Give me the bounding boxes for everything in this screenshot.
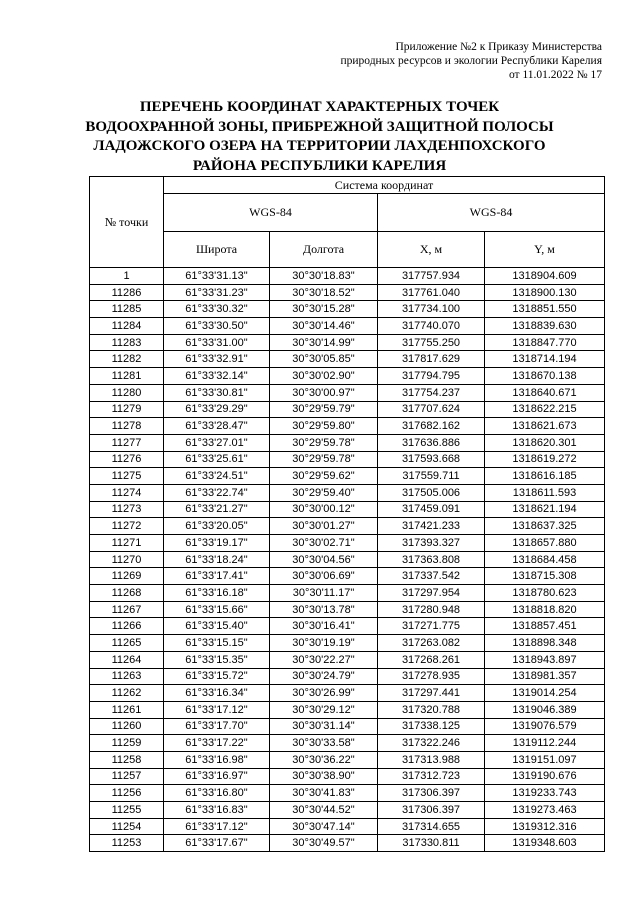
table-row xyxy=(90,818,605,835)
appendix-note-line-1: Приложение №2 к Приказу Министерства xyxy=(395,41,602,53)
title-line-3: ЛАДОЖСКОГО ОЗЕРА НА ТЕРРИТОРИИ ЛАХДЕНПОХСКОГО xyxy=(93,138,546,154)
table-row xyxy=(90,384,605,401)
x-header: X, м xyxy=(378,232,485,268)
longitude-cell: 30°30'41.83" xyxy=(270,785,378,802)
longitude-cell: 30°30'16.41" xyxy=(270,618,378,635)
table-row xyxy=(90,318,605,335)
latitude-cell: 61°33'30.50" xyxy=(164,318,270,335)
longitude-cell: 30°29'59.40" xyxy=(270,484,378,501)
longitude-cell: 30°30'29.12" xyxy=(270,701,378,718)
longitude-cell: 30°30'04.56" xyxy=(270,551,378,568)
longitude-cell: 30°30'44.52" xyxy=(270,802,378,819)
point-number-cell: 11276 xyxy=(90,451,164,468)
latitude-cell: 61°33'18.24" xyxy=(164,551,270,568)
longitude-cell: 30°30'31.14" xyxy=(270,718,378,735)
y-cell: 1318684.458 xyxy=(485,551,605,568)
table-row xyxy=(90,585,605,602)
point-number-cell: 11279 xyxy=(90,401,164,418)
longitude-cell: 30°30'18.52" xyxy=(270,284,378,301)
y-cell: 1318715.308 xyxy=(485,568,605,585)
x-cell: 317338.125 xyxy=(378,718,485,735)
latitude-cell: 61°33'17.41" xyxy=(164,568,270,585)
point-number-cell: 11260 xyxy=(90,718,164,735)
longitude-cell: 30°29'59.78" xyxy=(270,434,378,451)
longitude-cell: 30°30'00.12" xyxy=(270,501,378,518)
x-cell: 317268.261 xyxy=(378,651,485,668)
point-number-cell: 11261 xyxy=(90,701,164,718)
latitude-cell: 61°33'19.17" xyxy=(164,535,270,552)
y-cell: 1318780.623 xyxy=(485,585,605,602)
y-cell: 1319273.463 xyxy=(485,802,605,819)
point-number-cell: 11256 xyxy=(90,785,164,802)
y-cell: 1318857.451 xyxy=(485,618,605,635)
longitude-cell: 30°30'00.97" xyxy=(270,384,378,401)
latitude-header: Широта xyxy=(164,232,270,268)
point-number-cell: 11257 xyxy=(90,768,164,785)
x-cell: 317363.808 xyxy=(378,551,485,568)
latitude-cell: 61°33'32.14" xyxy=(164,368,270,385)
latitude-cell: 61°33'17.12" xyxy=(164,701,270,718)
table-row xyxy=(90,368,605,385)
x-cell: 317761.040 xyxy=(378,284,485,301)
latitude-cell: 61°33'15.35" xyxy=(164,651,270,668)
wgs84-geographic-header: WGS-84 xyxy=(164,194,378,232)
point-number-cell: 11267 xyxy=(90,601,164,618)
longitude-cell: 30°30'26.99" xyxy=(270,685,378,702)
title-line-4: РАЙОНА РЕСПУБЛИКИ КАРЕЛИЯ xyxy=(192,157,447,174)
point-number-cell: 11253 xyxy=(90,835,164,852)
y-cell: 1318847.770 xyxy=(485,334,605,351)
x-cell: 317421.233 xyxy=(378,518,485,535)
y-header: Y, м xyxy=(485,232,605,268)
title-line-1: ПЕРЕЧЕНЬ КООРДИНАТ ХАРАКТЕРНЫХ ТОЧЕК xyxy=(139,99,500,115)
table-row xyxy=(90,418,605,435)
x-cell: 317755.250 xyxy=(378,334,485,351)
y-cell: 1319112.244 xyxy=(485,735,605,752)
x-cell: 317817.629 xyxy=(378,351,485,368)
y-cell: 1318898.348 xyxy=(485,635,605,652)
latitude-cell: 61°33'16.83" xyxy=(164,802,270,819)
table-row xyxy=(90,802,605,819)
table-row xyxy=(90,351,605,368)
table-row xyxy=(90,334,605,351)
point-number-header: № точки xyxy=(90,177,164,268)
x-cell: 317313.988 xyxy=(378,751,485,768)
y-cell: 1318839.630 xyxy=(485,318,605,335)
latitude-cell: 61°33'16.97" xyxy=(164,768,270,785)
point-number-cell: 11258 xyxy=(90,751,164,768)
y-cell: 1318981.357 xyxy=(485,668,605,685)
latitude-cell: 61°33'28.47" xyxy=(164,418,270,435)
y-cell: 1318620.301 xyxy=(485,434,605,451)
longitude-cell: 30°30'14.46" xyxy=(270,318,378,335)
longitude-cell: 30°30'47.14" xyxy=(270,818,378,835)
appendix-note-line-2: природных ресурсов и экологии Республики Карелия xyxy=(340,55,602,67)
x-cell: 317707.624 xyxy=(378,401,485,418)
point-number-cell: 11264 xyxy=(90,651,164,668)
latitude-cell: 61°33'17.67" xyxy=(164,835,270,852)
point-number-cell: 11283 xyxy=(90,334,164,351)
table-row xyxy=(90,284,605,301)
latitude-cell: 61°33'16.34" xyxy=(164,685,270,702)
longitude-cell: 30°30'15.28" xyxy=(270,301,378,318)
latitude-cell: 61°33'15.40" xyxy=(164,618,270,635)
longitude-cell: 30°30'19.19" xyxy=(270,635,378,652)
table-row xyxy=(90,551,605,568)
x-cell: 317278.935 xyxy=(378,668,485,685)
table-row xyxy=(90,434,605,451)
table-row xyxy=(90,601,605,618)
point-number-cell: 11266 xyxy=(90,618,164,635)
point-number-cell: 1 xyxy=(90,268,164,285)
y-cell: 1318640.671 xyxy=(485,384,605,401)
x-cell: 317306.397 xyxy=(378,785,485,802)
point-number-cell: 11270 xyxy=(90,551,164,568)
longitude-cell: 30°29'59.78" xyxy=(270,451,378,468)
y-cell: 1318619.272 xyxy=(485,451,605,468)
latitude-cell: 61°33'16.18" xyxy=(164,585,270,602)
y-cell: 1318714.194 xyxy=(485,351,605,368)
title-line-2: ВОДООХРАННОЙ ЗОНЫ, ПРИБРЕЖНОЙ ЗАЩИТНОЙ ПОЛОСЫ xyxy=(85,118,554,135)
table-row xyxy=(90,668,605,685)
appendix-note-line-3: от 11.01.2022 № 17 xyxy=(508,69,602,81)
y-cell: 1318621.194 xyxy=(485,501,605,518)
y-cell: 1319348.603 xyxy=(485,835,605,852)
point-number-cell: 11274 xyxy=(90,484,164,501)
longitude-cell: 30°30'06.69" xyxy=(270,568,378,585)
latitude-cell: 61°33'31.00" xyxy=(164,334,270,351)
latitude-cell: 61°33'30.32" xyxy=(164,301,270,318)
table-row xyxy=(90,785,605,802)
latitude-cell: 61°33'31.13" xyxy=(164,268,270,285)
table-row xyxy=(90,501,605,518)
y-cell: 1318616.185 xyxy=(485,468,605,485)
y-cell: 1319046.389 xyxy=(485,701,605,718)
longitude-cell: 30°30'38.90" xyxy=(270,768,378,785)
point-number-cell: 11284 xyxy=(90,318,164,335)
x-cell: 317314.655 xyxy=(378,818,485,835)
longitude-cell: 30°30'36.22" xyxy=(270,751,378,768)
table-row xyxy=(90,735,605,752)
point-number-cell: 11255 xyxy=(90,802,164,819)
latitude-cell: 61°33'15.66" xyxy=(164,601,270,618)
point-number-cell: 11271 xyxy=(90,535,164,552)
longitude-header: Долгота xyxy=(270,232,378,268)
point-number-cell: 11285 xyxy=(90,301,164,318)
longitude-cell: 30°30'01.27" xyxy=(270,518,378,535)
y-cell: 1318900.130 xyxy=(485,284,605,301)
y-cell: 1318611.593 xyxy=(485,484,605,501)
x-cell: 317320.788 xyxy=(378,701,485,718)
y-cell: 1319233.743 xyxy=(485,785,605,802)
coordinates-table xyxy=(89,176,605,852)
longitude-cell: 30°30'18.83" xyxy=(270,268,378,285)
longitude-cell: 30°29'59.79" xyxy=(270,401,378,418)
longitude-cell: 30°30'24.79" xyxy=(270,668,378,685)
table-body xyxy=(90,268,605,852)
point-number-cell: 11272 xyxy=(90,518,164,535)
table-row xyxy=(90,518,605,535)
longitude-cell: 30°30'13.78" xyxy=(270,601,378,618)
point-number-cell: 11275 xyxy=(90,468,164,485)
table-row xyxy=(90,768,605,785)
x-cell: 317306.397 xyxy=(378,802,485,819)
table-row xyxy=(90,635,605,652)
point-number-cell: 11281 xyxy=(90,368,164,385)
table-row xyxy=(90,484,605,501)
x-cell: 317734.100 xyxy=(378,301,485,318)
latitude-cell: 61°33'22.74" xyxy=(164,484,270,501)
point-number-cell: 11265 xyxy=(90,635,164,652)
latitude-cell: 61°33'32.91" xyxy=(164,351,270,368)
table-row xyxy=(90,568,605,585)
x-cell: 317312.723 xyxy=(378,768,485,785)
table-row xyxy=(90,751,605,768)
y-cell: 1319076.579 xyxy=(485,718,605,735)
point-number-cell: 11263 xyxy=(90,668,164,685)
document-title xyxy=(0,98,639,176)
x-cell: 317559.711 xyxy=(378,468,485,485)
table-row xyxy=(90,268,605,285)
y-cell: 1318818.820 xyxy=(485,601,605,618)
x-cell: 317754.237 xyxy=(378,384,485,401)
table-row xyxy=(90,618,605,635)
latitude-cell: 61°33'25.61" xyxy=(164,451,270,468)
longitude-cell: 30°29'59.80" xyxy=(270,418,378,435)
longitude-cell: 30°30'02.71" xyxy=(270,535,378,552)
longitude-cell: 30°30'02.90" xyxy=(270,368,378,385)
y-cell: 1318904.609 xyxy=(485,268,605,285)
latitude-cell: 61°33'21.27" xyxy=(164,501,270,518)
x-cell: 317794.795 xyxy=(378,368,485,385)
latitude-cell: 61°33'17.12" xyxy=(164,818,270,835)
latitude-cell: 61°33'27.01" xyxy=(164,434,270,451)
latitude-cell: 61°33'16.80" xyxy=(164,785,270,802)
x-cell: 317297.441 xyxy=(378,685,485,702)
table-row xyxy=(90,468,605,485)
latitude-cell: 61°33'17.22" xyxy=(164,735,270,752)
y-cell: 1318657.880 xyxy=(485,535,605,552)
x-cell: 317280.948 xyxy=(378,601,485,618)
point-number-cell: 11262 xyxy=(90,685,164,702)
table-row xyxy=(90,701,605,718)
table-header xyxy=(90,177,605,268)
latitude-cell: 61°33'20.05" xyxy=(164,518,270,535)
x-cell: 317757.934 xyxy=(378,268,485,285)
point-number-cell: 11282 xyxy=(90,351,164,368)
x-cell: 317740.070 xyxy=(378,318,485,335)
point-number-cell: 11286 xyxy=(90,284,164,301)
longitude-cell: 30°30'14.99" xyxy=(270,334,378,351)
point-number-cell: 11259 xyxy=(90,735,164,752)
x-cell: 317636.886 xyxy=(378,434,485,451)
appendix-note xyxy=(340,40,602,82)
latitude-cell: 61°33'31.23" xyxy=(164,284,270,301)
table-row xyxy=(90,835,605,852)
point-number-cell: 11273 xyxy=(90,501,164,518)
latitude-cell: 61°33'24.51" xyxy=(164,468,270,485)
x-cell: 317459.091 xyxy=(378,501,485,518)
x-cell: 317593.668 xyxy=(378,451,485,468)
longitude-cell: 30°30'11.17" xyxy=(270,585,378,602)
table-row xyxy=(90,651,605,668)
x-cell: 317322.246 xyxy=(378,735,485,752)
x-cell: 317330.811 xyxy=(378,835,485,852)
x-cell: 317393.327 xyxy=(378,535,485,552)
longitude-cell: 30°30'22.27" xyxy=(270,651,378,668)
point-number-cell: 11269 xyxy=(90,568,164,585)
latitude-cell: 61°33'17.70" xyxy=(164,718,270,735)
longitude-cell: 30°30'05.85" xyxy=(270,351,378,368)
y-cell: 1318670.138 xyxy=(485,368,605,385)
latitude-cell: 61°33'30.81" xyxy=(164,384,270,401)
table-row xyxy=(90,301,605,318)
y-cell: 1318622.215 xyxy=(485,401,605,418)
coordinate-system-header: Система координат xyxy=(164,177,605,194)
point-number-cell: 11268 xyxy=(90,585,164,602)
latitude-cell: 61°33'16.98" xyxy=(164,751,270,768)
wgs84-projected-header: WGS-84 xyxy=(378,194,605,232)
x-cell: 317297.954 xyxy=(378,585,485,602)
table-row xyxy=(90,401,605,418)
x-cell: 317337.542 xyxy=(378,568,485,585)
y-cell: 1319190.676 xyxy=(485,768,605,785)
longitude-cell: 30°30'49.57" xyxy=(270,835,378,852)
x-cell: 317263.082 xyxy=(378,635,485,652)
y-cell: 1318851.550 xyxy=(485,301,605,318)
table-row xyxy=(90,535,605,552)
point-number-cell: 11254 xyxy=(90,818,164,835)
y-cell: 1318943.897 xyxy=(485,651,605,668)
x-cell: 317682.162 xyxy=(378,418,485,435)
latitude-cell: 61°33'15.15" xyxy=(164,635,270,652)
latitude-cell: 61°33'15.72" xyxy=(164,668,270,685)
longitude-cell: 30°30'33.58" xyxy=(270,735,378,752)
longitude-cell: 30°29'59.62" xyxy=(270,468,378,485)
table-row xyxy=(90,451,605,468)
x-cell: 317271.775 xyxy=(378,618,485,635)
point-number-cell: 11278 xyxy=(90,418,164,435)
y-cell: 1319014.254 xyxy=(485,685,605,702)
y-cell: 1318621.673 xyxy=(485,418,605,435)
x-cell: 317505.006 xyxy=(378,484,485,501)
y-cell: 1319151.097 xyxy=(485,751,605,768)
point-number-cell: 11280 xyxy=(90,384,164,401)
latitude-cell: 61°33'29.29" xyxy=(164,401,270,418)
point-number-cell: 11277 xyxy=(90,434,164,451)
y-cell: 1319312.316 xyxy=(485,818,605,835)
y-cell: 1318637.325 xyxy=(485,518,605,535)
table-row xyxy=(90,685,605,702)
table-row xyxy=(90,718,605,735)
